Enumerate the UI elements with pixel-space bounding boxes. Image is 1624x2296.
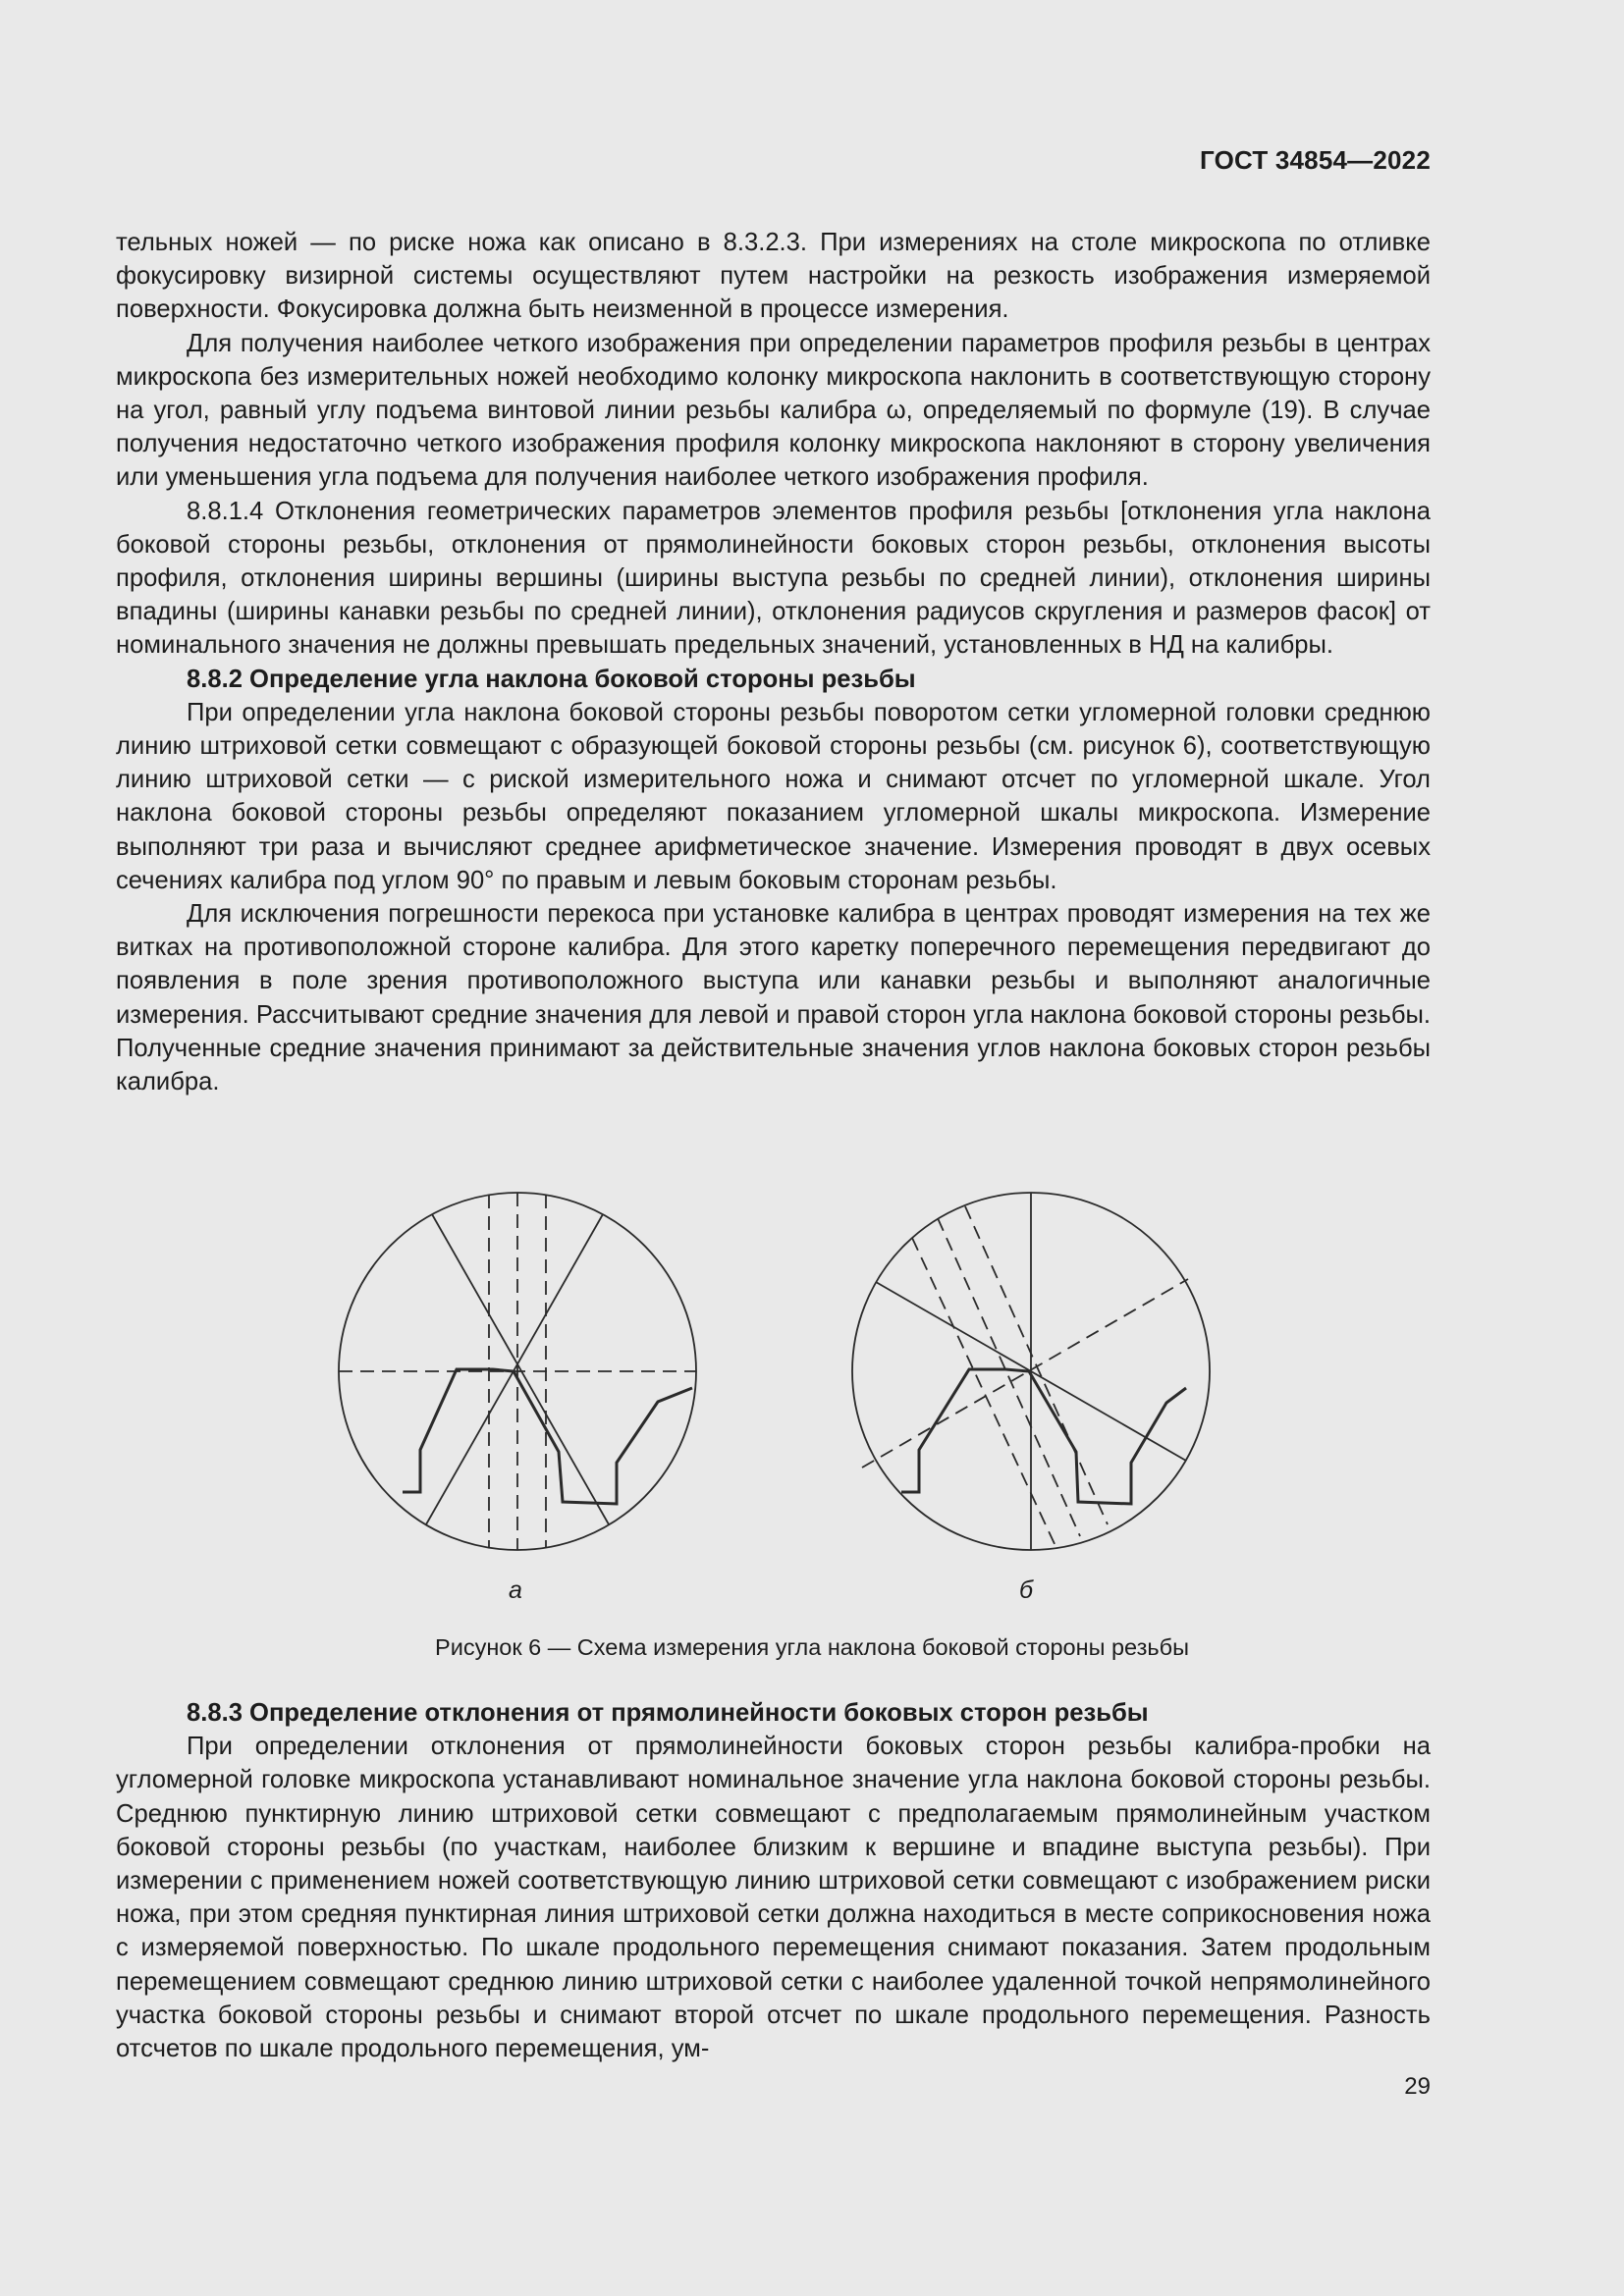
- diagram-a: [339, 1193, 696, 1550]
- text-block-bottom: [116, 1696, 1431, 2065]
- paragraph: Для исключения погрешности перекоса при установке калибра в центрах проводят измерения на тех же витках на противоположной стороне калибра. Для этого каретку поперечного перемещения передвигают до появления в поле зрения противоположного выступа или канавки резьбы и выполняют аналогичные измерения. Рассчитывают средние значения для левой и правой сторон угла наклона боковой стороны резьбы. Полученные средние значения принимают за действительные значения углов наклона боковых сторон резьбы калибра.: [116, 900, 1432, 1096]
- section-heading-8-8-2: 8.8.2 Определение угла наклона боковой стороны резьбы: [187, 665, 916, 693]
- figure-6-diagram: [324, 1183, 1237, 1615]
- figure-label-a: а: [509, 1576, 522, 1604]
- paragraph-8-8-1-4: 8.8.1.4 Отклонения геометрических параметров элементов профиля резьбы [отклонения угла наклона боковой стороны резьбы, отклонения от прямолинейности боковых сторон резьбы, отклонения высоты профиля, отклонения ширины вершины (ширины выступа резьбы по средней линии), отклонения ширины впадины (ширины канавки резьбы по средней линии), отклонения радиусов скругления и размеров фасок] от номинального значения не должны превышать предельных значений, установленных в НД на калибры.: [116, 497, 1431, 660]
- reticle-dashed-line: [965, 1206, 1108, 1524]
- section-heading-8-8-3: 8.8.3 Определение отклонения от прямолинейности боковых сторон резьбы: [187, 1699, 1149, 1727]
- diagram-b: [852, 1193, 1210, 1550]
- text-block-top: [116, 226, 1431, 1098]
- reticle-solid-line: [426, 1214, 603, 1524]
- document-code: ГОСТ 34854—2022: [1200, 145, 1431, 175]
- figure-label-b: б: [1019, 1576, 1034, 1604]
- reticle-dashed-line: [912, 1238, 1056, 1546]
- paragraph: При определении отклонения от прямолинейности боковых сторон резьбы калибра-пробки на угломерной головке микроскопа устанавливают номинальное значение угла наклона боковой стороны резьбы. Среднюю пунктирную линию штриховой сетки совмещают с предполагаемым прямолинейным участком боковой стороны резьбы (по участкам, наиболее близким к вершине и впадине выступа резьбы). При измерении с применением ножей соответствующую линию штриховой сетки совмещают с изображением риски ножа, при этом средняя пунктирная линия штриховой сетки должна находиться в месте соприкосновения ножа с измеряемой поверхностью. По шкале продольного перемещения снимают показания. Затем продольным перемещением совмещают среднюю линию штриховой сетки с наиболее удаленной точкой непрямолинейного участка боковой стороны резьбы и снимают второй отсчет по шкале продольного перемещения. Разность отсчетов по шкале продольного перемещения, ум-: [116, 1733, 1431, 2063]
- paragraph: тельных ножей — по риске ножа как описано в 8.3.2.3. При измерениях на столе микроскопа по отливке фокусировку визирной системы осуществляют путем настройки на резкость изображения измеряемой поверхности. Фокусировка должна быть неизменной в процессе измерения.: [116, 229, 1431, 324]
- page-number: 29: [1404, 2073, 1431, 2100]
- figure-caption: Рисунок 6 — Схема измерения угла наклона боковой стороны резьбы: [435, 1634, 1189, 1660]
- paragraph: Для получения наиболее четкого изображения при определении параметров профиля резьбы в центрах микроскопа без измерительных ножей необходимо колонку микроскопа наклонить в соответствующую сторону на угол, равный углу подъема винтовой линии резьбы калибра ω, определяемый по формуле (19). В случае получения недостаточно четкого изображения профиля колонку микроскопа наклоняют в сторону увеличения или уменьшения угла подъема для получения наиболее четкого изображения профиля.: [116, 329, 1431, 492]
- paragraph: При определении угла наклона боковой стороны резьбы поворотом сетки угломерной головки среднюю линию штриховой сетки совмещают с образующей боковой стороны резьбы (см. рисунок 6), соответствующую линию штриховой сетки — с риской измерительного ножа и снимают отсчет по угломерной шкале. Угол наклона боковой стороны резьбы определяют показанием угломерной шкалы микроскопа. Измерение выполняют три раза и вычисляют среднее арифметическое значение. Измерения проводят в двух осевых сечениях калибра под углом 90° по правым и левым боковым сторонам резьбы.: [116, 698, 1431, 894]
- reticle-dashed-line: [938, 1218, 1080, 1536]
- thread-angle-measurement-diagram: [324, 1183, 1237, 1615]
- thread-profile: [403, 1369, 692, 1504]
- reticle-dashed-line: [862, 1279, 1188, 1468]
